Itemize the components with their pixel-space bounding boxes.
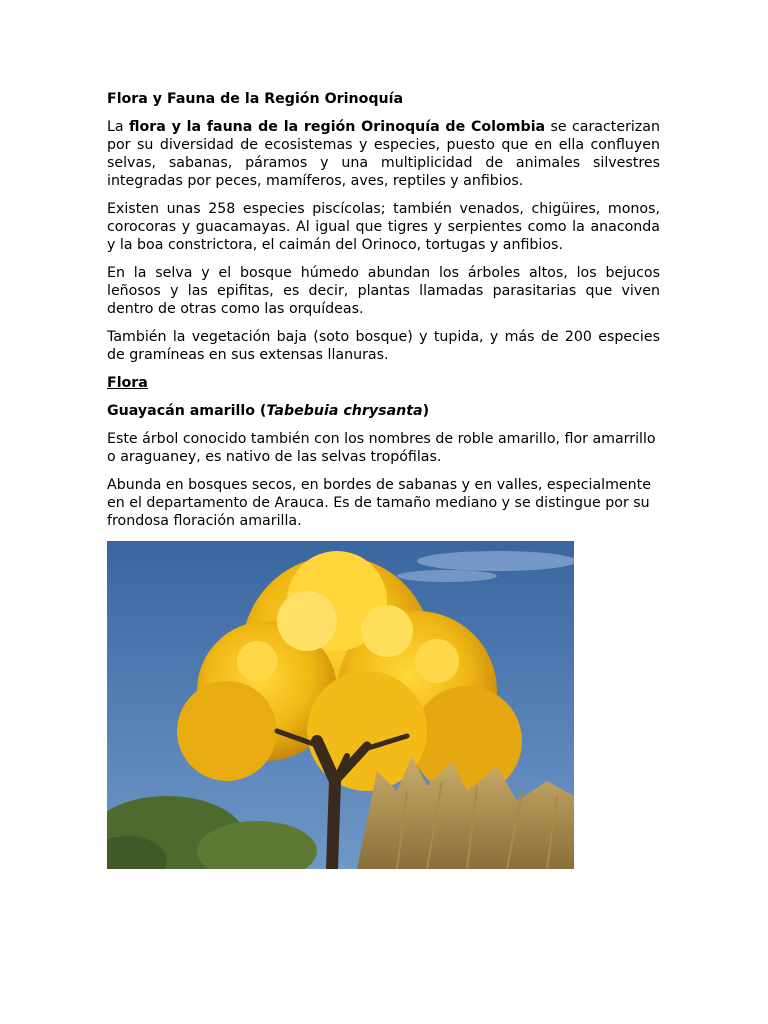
paragraph-species-count: Existen unas 258 especies piscícolas; también venados, chigüires, monos, corocoras y guacamayas. Al igual que tigres y serpientes como la anaconda y la boa constrictora, el caimán del Orinoco, tortugas y anfibios. [107, 201, 660, 253]
species-common-name: Guayacán amarillo ( [107, 403, 267, 419]
paragraph-intro [107, 118, 660, 190]
intro-text-end: se caracterizan por su diversidad de ecosistemas y especies, puesto que en ella confluyen selvas, sabanas, páramos y una multiplicidad de animales silvestres integradas por peces, mamíferos, aves, reptiles y anfibios. [107, 119, 660, 189]
intro-text-start: La [107, 119, 129, 135]
document-body [107, 90, 660, 540]
paragraph-species-description: Este árbol conocido también con los nombres de roble amarillo, flor amarrillo o araguaney, es nativo de las selvas tropófilas. [107, 431, 656, 465]
paragraph-vegetation: También la vegetación baja (soto bosque) y tupida, y más de 200 especies de gramíneas en sus extensas llanuras. [107, 329, 660, 363]
species-heading-close: ) [422, 403, 430, 419]
tree-photo [107, 541, 574, 869]
species-scientific-name: Tabebuia chrysanta [266, 403, 423, 419]
cloud [417, 551, 574, 571]
cloud [397, 570, 497, 582]
document-title: Flora y Fauna de la Región Orinoquía [107, 91, 404, 107]
paragraph-forest: En la selva y el bosque húmedo abundan los árboles altos, los bejucos leñosos y las epifitas, es decir, plantas llamadas parasitarias que viven dentro de otras como las orquídeas. [107, 265, 660, 317]
section-heading-flora: Flora [107, 375, 148, 391]
intro-bold-phrase: flora y la fauna de la región Orinoquía de Colombia [128, 119, 546, 135]
paragraph-species-habitat: Abunda en bosques secos, en bordes de sabanas y en valles, especialmente en el departamento de Arauca. Es de tamaño mediano y se distingue por su frondosa floración amarilla. [107, 477, 651, 529]
tree-photo-illustration [107, 541, 574, 869]
species-heading [107, 402, 660, 420]
